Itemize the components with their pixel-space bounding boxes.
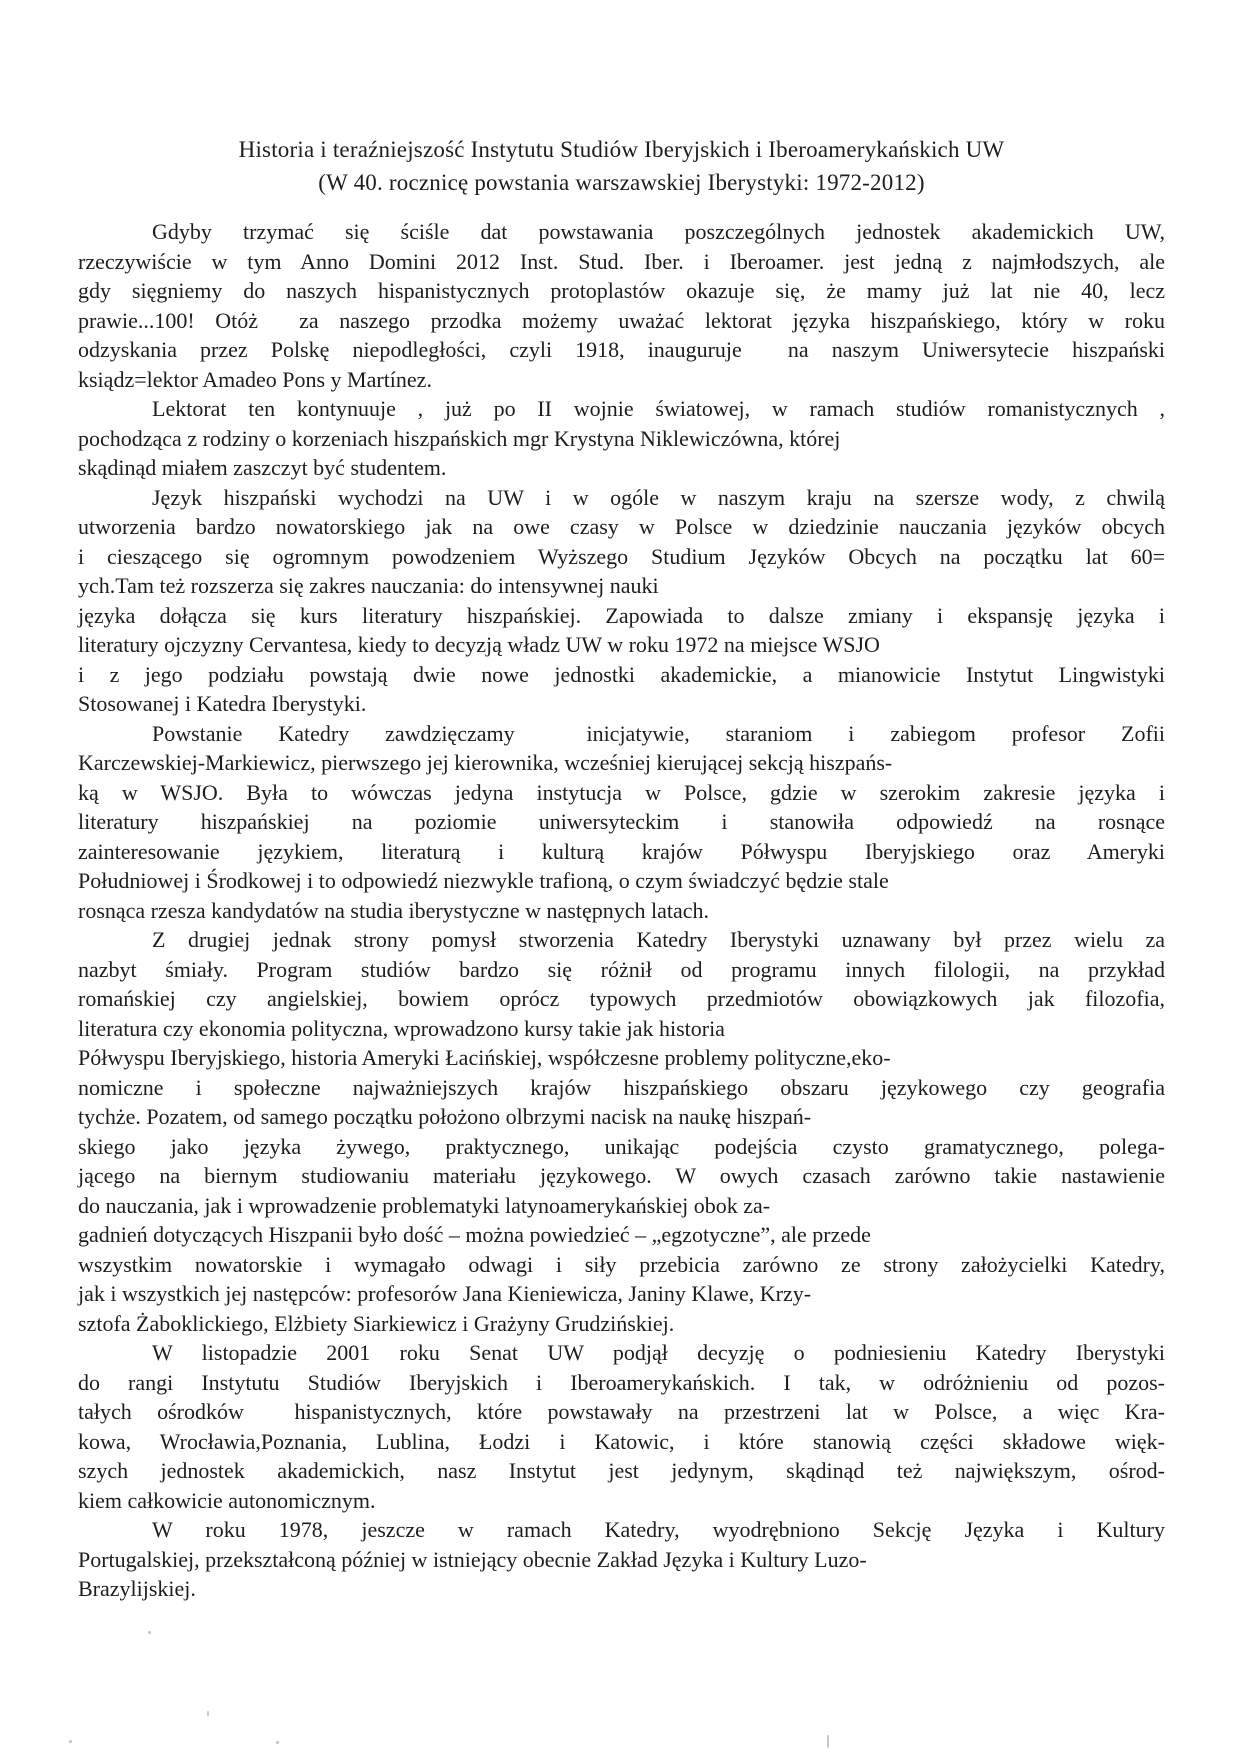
text-line: romańskiej czy angielskiej, bowiem oprócz typowych przedmiotów obowiązkowych jak filozofia,: [78, 986, 1165, 1011]
text-line: tałych ośrodków hispanistycznych, które powstawały na przestrzeni lat w Polsce, a więc Kra-: [78, 1399, 1165, 1424]
text-line: skądinąd miałem zaszczyt być studentem.: [78, 455, 447, 480]
scan-speck: [148, 1631, 151, 1634]
text-line: Południowej i Środkowej i to odpowiedź niezwykle trafioną, o czym świadczyć będzie stale: [78, 868, 889, 893]
text-line: do nauczania, jak i wprowadzenie problematyki latynoamerykańskiej obok za-: [78, 1192, 771, 1218]
text-line: gadnień dotyczących Hiszpanii było dość – można powiedzieć – „egzotyczne”, ale przede: [78, 1222, 871, 1247]
document-body: [78, 217, 1165, 1604]
document-title-line-2: (W 40. rocznicę powstania warszawskiej Iberystyki: 1972-2012): [318, 170, 925, 195]
text-line: Portugalskiej, przekształconą później w istniejący obecnie Zakład Języka i Kultury Luzo-: [78, 1546, 867, 1572]
text-line: W roku 1978, jeszcze w ramach Katedry, wyodrębniono Sekcję Języka i Kultury: [152, 1517, 1165, 1542]
document-content: [78, 133, 1165, 1604]
text-line: Z drugiej jednak strony pomysł stworzenia Katedry Iberystyki uznawany był przez wielu za: [152, 927, 1165, 952]
text-line: jak i wszystkich jej następców: profesorów Jana Kieniewicza, Janiny Klawe, Krzy-: [78, 1281, 812, 1306]
text-line: ką w WSJO. Była to wówczas jedyna instytucja w Polsce, gdzie w szerokim zakresie języka i: [78, 779, 1165, 805]
text-line: języka dołącza się kurs literatury hiszpańskiej. Zapowiada to dalsze zmiany i ekspansję języka i: [78, 602, 1165, 628]
text-line: ksiądz=lektor Amadeo Pons y Martínez.: [78, 366, 432, 392]
text-line: W listopadzie 2001 roku Senat UW podjął decyzję o podniesieniu Katedry Iberystyki: [152, 1340, 1165, 1365]
text-line: i z jego podziału powstają dwie nowe jednostki akademickie, a mianowicie Instytut Lingwistyki: [78, 661, 1165, 687]
text-line: tychże. Pozatem, od samego początku położono olbrzymi nacisk na naukę hiszpań-: [78, 1104, 812, 1129]
text-line: wszystkim nowatorskie i wymagało odwagi i siły przebicia zarówno ze strony założycielki Katedry,: [78, 1251, 1165, 1277]
text-line: rosnąca rzesza kandydatów na studia iberystyczne w następnych latach.: [78, 897, 710, 923]
text-line: Powstanie Katedry zawdzięczamy inicjatywie, staraniom i zabiegom profesor Zofii: [152, 720, 1165, 746]
text-line: Półwyspu Iberyjskiego, historia Ameryki Łacińskiej, współczesne problemy polityczne,eko-: [78, 1045, 891, 1070]
text-line: Lektorat ten kontynuuje , już po II wojnie światowej, w ramach studiów romanistycznych ,: [152, 396, 1165, 421]
text-line: Język hiszpański wychodzi na UW i w ogóle w naszym kraju na szersze wody, z chwilą: [152, 484, 1165, 510]
text-line: pochodząca z rodziny o korzeniach hiszpańskich mgr Krystyna Niklewiczówna, której: [78, 425, 841, 451]
document-title-line-1: Historia i teraźniejszość Instytutu Studiów Iberyjskich i Iberoamerykańskich UW: [238, 137, 1005, 162]
text-line: kowa, Wrocławia,Poznania, Lublina, Łodzi i Katowic, i które stanowią części składowe więk-: [78, 1428, 1165, 1454]
text-line: skiego jako języka żywego, praktycznego, unikając podejścia czysto gramatycznego, polega-: [78, 1133, 1165, 1159]
scan-speck: [276, 1741, 279, 1744]
text-line: literatury hiszpańskiej na poziomie uniwersyteckim i stanowiła odpowiedź na rosnące: [78, 809, 1165, 834]
text-line: kiem całkowicie autonomicznym.: [78, 1487, 376, 1513]
text-line: literatura czy ekonomia polityczna, wprowadzono kursy takie jak historia: [78, 1015, 725, 1041]
text-line: do rangi Instytutu Studiów Iberyjskich i Iberoamerykańskich. I tak, w odróżnieniu od pozos-: [78, 1369, 1165, 1395]
scan-speck: [827, 1735, 829, 1748]
text-line: gdy sięgniemy do naszych hispanistycznych protoplastów okazuje się, że mamy już lat nie 40, lecz: [78, 278, 1165, 303]
text-line: zainteresowanie językiem, literaturą i kulturą krajów Półwyspu Iberyjskiego oraz Ameryki: [78, 838, 1165, 864]
text-line: ych.Tam też rozszerza się zakres nauczania: do intensywnej nauki: [78, 573, 659, 598]
text-line: odzyskania przez Polskę niepodległości, czyli 1918, inauguruje na naszym Uniwersytecie hiszpański: [78, 337, 1165, 362]
text-line: Stosowanej i Katedra Iberystyki.: [78, 691, 367, 716]
text-line: utworzenia bardzo nowatorskiego jak na owe czasy w Polsce w dziedzinie nauczania języków obcych: [78, 514, 1165, 539]
text-line: Brazylijskiej.: [78, 1576, 196, 1601]
text-line: szych jednostek akademickich, nasz Instytut jest jedynym, skądinąd też największym, ośrod-: [78, 1458, 1165, 1483]
text-line: sztofa Żaboklickiego, Elżbiety Siarkiewicz i Grażyny Grudzińskiej.: [78, 1310, 675, 1336]
scan-speck: [207, 1711, 209, 1716]
text-line: jącego na biernym studiowaniu materiału językowego. W owych czasach zarówno takie nastawienie: [78, 1163, 1165, 1188]
text-line: nomiczne i społeczne najważniejszych krajów hiszpańskiego obszaru językowego czy geografia: [78, 1074, 1165, 1100]
text-line: rzeczywiście w tym Anno Domini 2012 Inst. Stud. Iber. i Iberoamer. jest jedną z najmłodszych, ale: [78, 248, 1165, 274]
text-line: prawie...100! Otóż za naszego przodka możemy uważać lektorat języka hiszpańskiego, który w roku: [78, 307, 1165, 333]
text-line: literatury ojczyzny Cervantesa, kiedy to decyzją władz UW w roku 1972 na miejsce WSJO: [78, 632, 880, 657]
scan-speck: [69, 1740, 72, 1743]
text-line: Gdyby trzymać się ściśle dat powstawania poszczególnych jednostek akademickich UW,: [152, 219, 1165, 244]
text-line: nazbyt śmiały. Program studiów bardzo się różnił od programu innych filologii, na przykład: [78, 956, 1165, 982]
text-line: Karczewskiej-Markiewicz, pierwszego jej kierownika, wcześniej kierującej sekcją hiszpańs-: [78, 750, 893, 775]
document-title: [78, 133, 1165, 199]
text-line: i cieszącego się ogromnym powodzeniem Wyższego Studium Języków Obcych na początku lat 60=: [78, 543, 1165, 569]
